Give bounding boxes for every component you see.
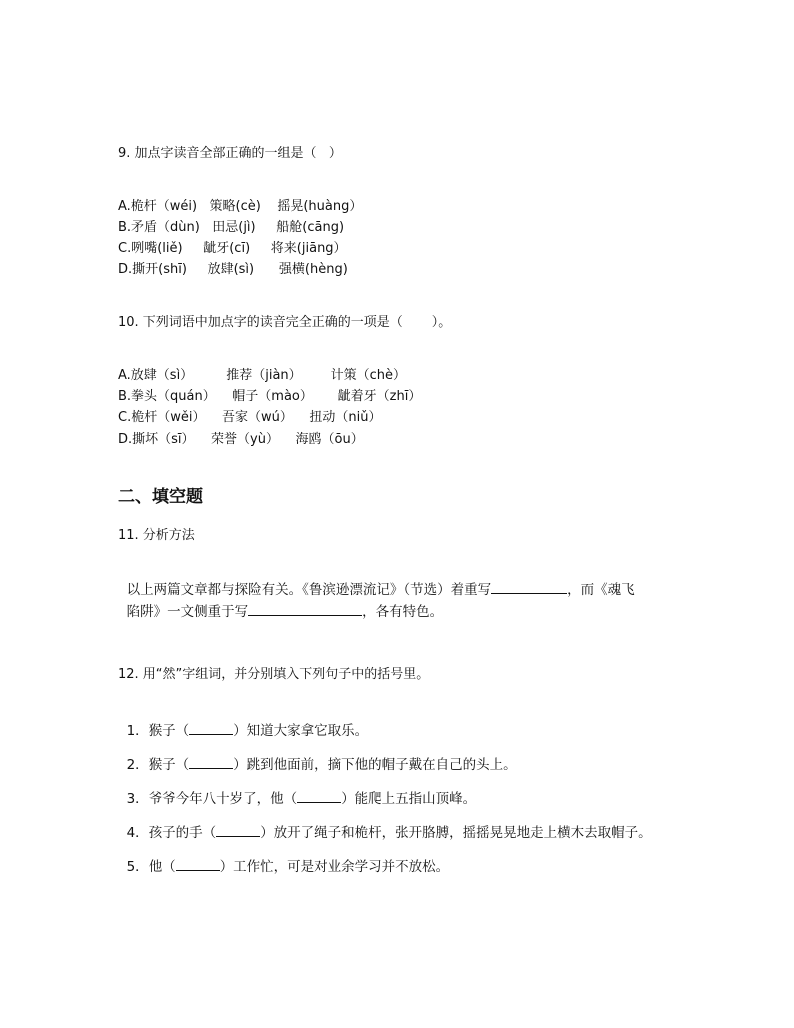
answer-blank[interactable] — [491, 579, 567, 594]
answer-blank[interactable] — [189, 720, 233, 735]
answer-blank[interactable] — [216, 822, 260, 837]
question-9-option-d: D.撕开(shī) 放肆(sì) 强横(hèng) — [118, 262, 348, 277]
question-11-text-d: ，各有特色。 — [362, 604, 444, 620]
question-12-item-5 — [118, 838, 449, 876]
question-11-line-2 — [118, 583, 443, 621]
item-number: 4． — [126, 825, 149, 841]
question-12-item-2 — [118, 736, 517, 774]
question-12-item-1 — [118, 702, 368, 740]
item-number: 3． — [126, 791, 149, 807]
question-10-option-c: C.桅杆（wěi） 吾家（wú） 扭动（niǔ） — [118, 410, 382, 425]
question-9-option-a: A.桅杆（wéi) 策略(cè) 摇晃(huàng） — [118, 199, 363, 214]
question-10-option-b: B.拳头（quán） 帽子（mào） 龇着牙（zhī） — [118, 389, 422, 404]
answer-blank[interactable] — [297, 788, 341, 803]
item-number: 2． — [126, 757, 149, 773]
answer-blank[interactable] — [189, 754, 233, 769]
item-text-before: 猴子（ — [148, 757, 190, 773]
item-text-after: ）跳到他面前，摘下他的帽子戴在自己的头上。 — [233, 757, 517, 773]
question-9-option-c: C.咧嘴(liě) 龇牙(cī) 将来(jiāng） — [118, 241, 347, 256]
item-text-before: 孩子的手（ — [148, 825, 217, 841]
question-11-text-b: ，而《魂飞 — [567, 582, 635, 598]
question-11-text-a: 以上两篇文章都与探险有关。《鲁滨逊漂流记》（节选）着重写 — [126, 582, 492, 598]
item-text-after: ）能爬上五指山顶峰。 — [341, 791, 477, 807]
question-12-item-4 — [118, 804, 652, 842]
question-10-option-d: D.撕坏（sī） 荣誉（yù） 海鸥（ōu） — [118, 432, 364, 447]
question-9-stem: 9. 加点字读音全部正确的一组是（ ） — [118, 146, 342, 161]
item-text-before: 爷爷今年八十岁了，他（ — [148, 791, 298, 807]
item-text-before: 他（ — [148, 859, 176, 875]
item-number: 1． — [126, 723, 149, 739]
question-9-option-b: B.矛盾（dùn) 田忌(jì) 船舱(cāng) — [118, 220, 345, 235]
item-text-before: 猴子（ — [148, 723, 190, 739]
question-11-stem: 11. 分析方法 — [118, 528, 195, 543]
question-12-item-3 — [118, 770, 476, 808]
answer-blank[interactable] — [176, 856, 220, 871]
question-12-stem: 12. 用“然”字组词，并分别填入下列句子中的括号里。 — [118, 667, 430, 682]
answer-blank[interactable] — [248, 601, 362, 616]
question-10-stem: 10. 下列词语中加点字的读音完全正确的一项是（ ）。 — [118, 315, 452, 330]
item-text-after: ）知道大家拿它取乐。 — [233, 723, 369, 739]
item-text-after: ）放开了绳子和桅杆，张开胳膊，摇摇晃晃地走上横木去取帽子。 — [260, 825, 652, 841]
item-number: 5． — [126, 859, 149, 875]
question-11-text-c: 陷阱》一文侧重于写 — [126, 604, 249, 620]
item-text-after: ）工作忙，可是对业余学习并不放松。 — [219, 859, 450, 875]
section-title-fill-in: 二、填空题 — [118, 487, 203, 507]
question-10-option-a: A.放肆（sì） 推荐（jiàn） 计策（chè） — [118, 368, 406, 383]
